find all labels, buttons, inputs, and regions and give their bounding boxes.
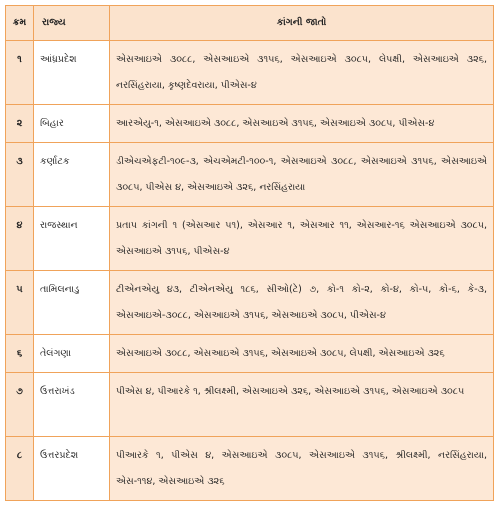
state-name: તેલંગણા	[34, 335, 110, 373]
varieties-list: એસઆઇએ ૩૦૮૮, એસઆઇએ ૩૧૫૬, એસઆઇએ ૩૦૮૫, લેપક્ષી, એસઆઇએ ૩૨૬, નરસિંહરાયા, કૃષ્ણદેવરાયા, પીએસ-૪	[110, 41, 494, 105]
varieties-list: પીએસ ૪, પીઆરકે ૧, શ્રીલક્ષ્મી, એસઆઇએ ૩૨૬, એસઆઇએ ૩૧૫૬, એસઆઇએ ૩૦૮૫	[110, 373, 494, 437]
state-name: બિહાર	[34, 105, 110, 143]
varieties-list: આરએયુ-૧, એસઆઇએ ૩૦૮૮, એસઆઇએ ૩૧૫૬, એસઆઇએ ૩૦૮૫, પીએસ-૪	[110, 105, 494, 143]
varieties-list: એસઆઇએ ૩૦૮૮, એસઆઇએ ૩૧૫૬, એસઆઇએ ૩૦૮૫, લેપક્ષી, એસઆઇએ ૩૨૬	[110, 335, 494, 373]
varieties-list: ટીએનએયુ ૪૩, ટીએનએયુ ૧૮૬, સીઓ(ટે) ૭, કો-૧ કો-૨, કો-૪, કો-૫, કો-૬, કે-૩, એસઆઇએ-૩૦૮૮, એસઆઇએ ૩૧૫૬, એસઆઇએ ૩૦૮૫, પીએસ-૪	[110, 271, 494, 335]
serial-number: ૬	[6, 335, 34, 373]
table-row	[6, 105, 494, 143]
state-name: આંધ્રપ્રદેશ	[34, 41, 110, 105]
varieties-list: પ્રતાપ કાંગની ૧ (એસઆર ૫૧), એસઆર ૧, એસઆર ૧૧, એસઆર-૧૬ એસઆઇએ ૩૦૮૫, એસઆઇએ ૩૧૫૬, પીએસ-૪	[110, 207, 494, 271]
serial-number: ૫	[6, 271, 34, 335]
header-state: રાજ્ય	[34, 6, 110, 41]
header-serial-number: ક્રમ	[6, 6, 34, 41]
serial-number: ૨	[6, 105, 34, 143]
table-row	[6, 207, 494, 271]
serial-number: ૪	[6, 207, 34, 271]
table-row	[6, 335, 494, 373]
serial-number: ૮	[6, 437, 34, 501]
state-name: તામિલનાડુ	[34, 271, 110, 335]
serial-number: ૩	[6, 143, 34, 207]
serial-number: ૧	[6, 41, 34, 105]
varieties-table-container	[5, 5, 494, 501]
serial-number: ૭	[6, 373, 34, 437]
table-row	[6, 41, 494, 105]
varieties-table	[5, 5, 494, 501]
state-name: કર્ણાટક	[34, 143, 110, 207]
table-row	[6, 373, 494, 437]
state-name: ઉત્તરપ્રદેશ	[34, 437, 110, 501]
table-header-row	[6, 6, 494, 41]
table-row	[6, 143, 494, 207]
state-name: રાજસ્થાન	[34, 207, 110, 271]
varieties-list: ડીએચએફટી-૧૦૯-૩, એચએમટી-૧૦૦-૧, એસઆઇએ ૩૦૮૮, એસઆઇએ ૩૧૫૬, એસઆઇએ ૩૦૮૫, પીએસ ૪, એસઆઇએ ૩૨૬, નરસિંહરાયા	[110, 143, 494, 207]
header-varieties: કાંગની જાતો	[110, 6, 494, 41]
table-row	[6, 437, 494, 501]
table-row	[6, 271, 494, 335]
state-name: ઉત્તરાખંડ	[34, 373, 110, 437]
varieties-list: પીઆરકે ૧, પીએસ ૪, એસઆઇએ ૩૦૮૫, એસઆઇએ ૩૧૫૬, શ્રીલક્ષ્મી, નરસિંહરાયા, એસ-૧૧૪, એસઆઇએ ૩૨૬	[110, 437, 494, 501]
